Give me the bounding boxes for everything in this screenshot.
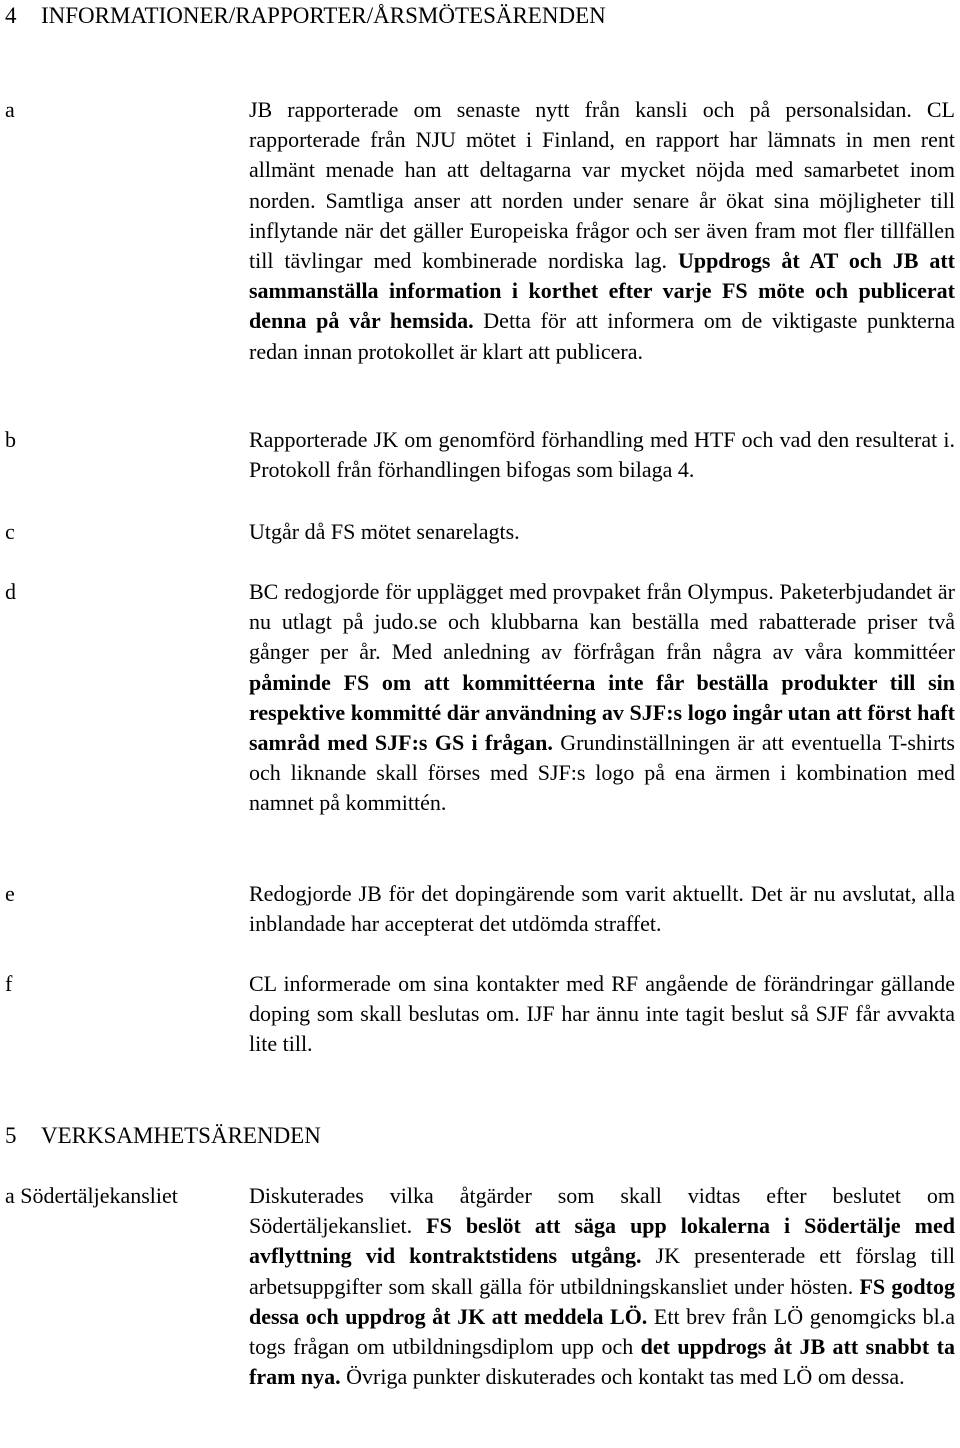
text-segment: Ett brev från LÖ genomgicks bl.a togs frågan om utbildningsdiplom upp och [249, 1303, 955, 1360]
item-label: e [5, 881, 15, 906]
item-text [249, 577, 955, 819]
text-segment: Diskuterades vilka åtgärder som skall vidtas efter beslutet om Södertäljekansliet. [249, 1183, 955, 1239]
bold-text-segment: FS godtog dessa och uppdrog åt JK att meddela LÖ. [249, 1273, 955, 1329]
item-text [249, 95, 955, 367]
bold-text-segment: Uppdrogs åt AT och JB att sammanställa information i korthet efter varje FS möte och publicerat denna på vår hemsida. [249, 248, 955, 334]
item-label: a Södertäljekansliet [5, 1183, 178, 1208]
text-segment: Redogjorde JB för det dopingärende som varit aktuellt. Det är nu avslutat, alla inblandade har accepterat det utdömda straffet. [249, 881, 955, 937]
text-segment: JB rapporterade om senaste nytt från kansli och på personalsidan. CL rapporterade från NJU mötet i Finland, en rapport har lämnats in men rent allmänt menade han att deltagarna var mycket nöjda med samarbetet inom norden. Samtliga anser att norden under senare år ökat sina möjligheter till inflytande när det gäller Europeiska frågor och ser även fram mot fler tillfällen till tävlingar med kombinerade nordiska lag. [249, 97, 955, 274]
text-segment: JK presenterade ett förslag till arbetsuppgifter som skall gälla för utbildningskansliet under hösten. [249, 1243, 955, 1299]
item-text [249, 425, 955, 485]
item-text [249, 517, 955, 547]
section-5-title: VERKSAMHETSÄRENDEN [41, 1123, 321, 1148]
text-segment: Grundinställningen är att eventuella T-shirts och liknande skall förses med SJF:s logo på ena ärmen i kombination med namnet på kommittén. [249, 730, 955, 816]
item-text [249, 879, 955, 939]
section-5-number: 5 [5, 1123, 17, 1148]
section-4-heading [5, 1, 606, 31]
item-text [249, 969, 955, 1060]
bold-text-segment: det uppdrogs åt JB att snabbt ta fram nya. [249, 1334, 955, 1390]
text-segment: Rapporterade JK om genomförd förhandling med HTF och vad den resulterat i. Protokoll från förhandlingen bifogas som bilaga 4. [249, 427, 955, 483]
item-label: c [5, 519, 15, 544]
item-label: d [5, 579, 16, 604]
text-segment: Detta för att informera om de viktigaste punkterna redan innan protokollet är klart att publicera. [249, 308, 956, 364]
section-4-title: INFORMATIONER/RAPPORTER/ÅRSMÖTESÄRENDEN [41, 3, 606, 28]
section-5-heading [5, 1121, 321, 1151]
item-label: b [5, 427, 16, 452]
item-label: f [5, 971, 13, 996]
text-segment: BC redogjorde för upplägget med provpaket från Olympus. Paketerbjudandet är nu utlagt på judo.se och klubbarna kan beställa med rabatterade priser två gånger per år. Med anledning av förfrågan från några av våra kommittéer [249, 579, 955, 665]
text-segment: CL informerade om sina kontakter med RF angående de förändringar gällande doping som skall beslutas om. IJF har ännu inte tagit beslut så SJF får avvakta lite till. [249, 971, 955, 1057]
text-segment: Övriga punkter diskuterades och kontakt tas med LÖ om dessa. [340, 1364, 905, 1390]
text-segment: Utgår då FS mötet senarelagts. [249, 519, 520, 544]
item-text [249, 1181, 955, 1392]
section-4-number: 4 [5, 3, 17, 28]
item-label: a [5, 97, 15, 122]
bold-text-segment: påminde FS om att kommittéerna inte får beställa produkter till sin respektive kommitté där användning av SJF:s logo ingår utan att först haft samråd med SJF:s GS i frågan. [249, 669, 955, 756]
bold-text-segment: FS beslöt att säga upp lokalerna i Södertälje med avflyttning vid kontraktstidens utgång. [249, 1213, 955, 1269]
